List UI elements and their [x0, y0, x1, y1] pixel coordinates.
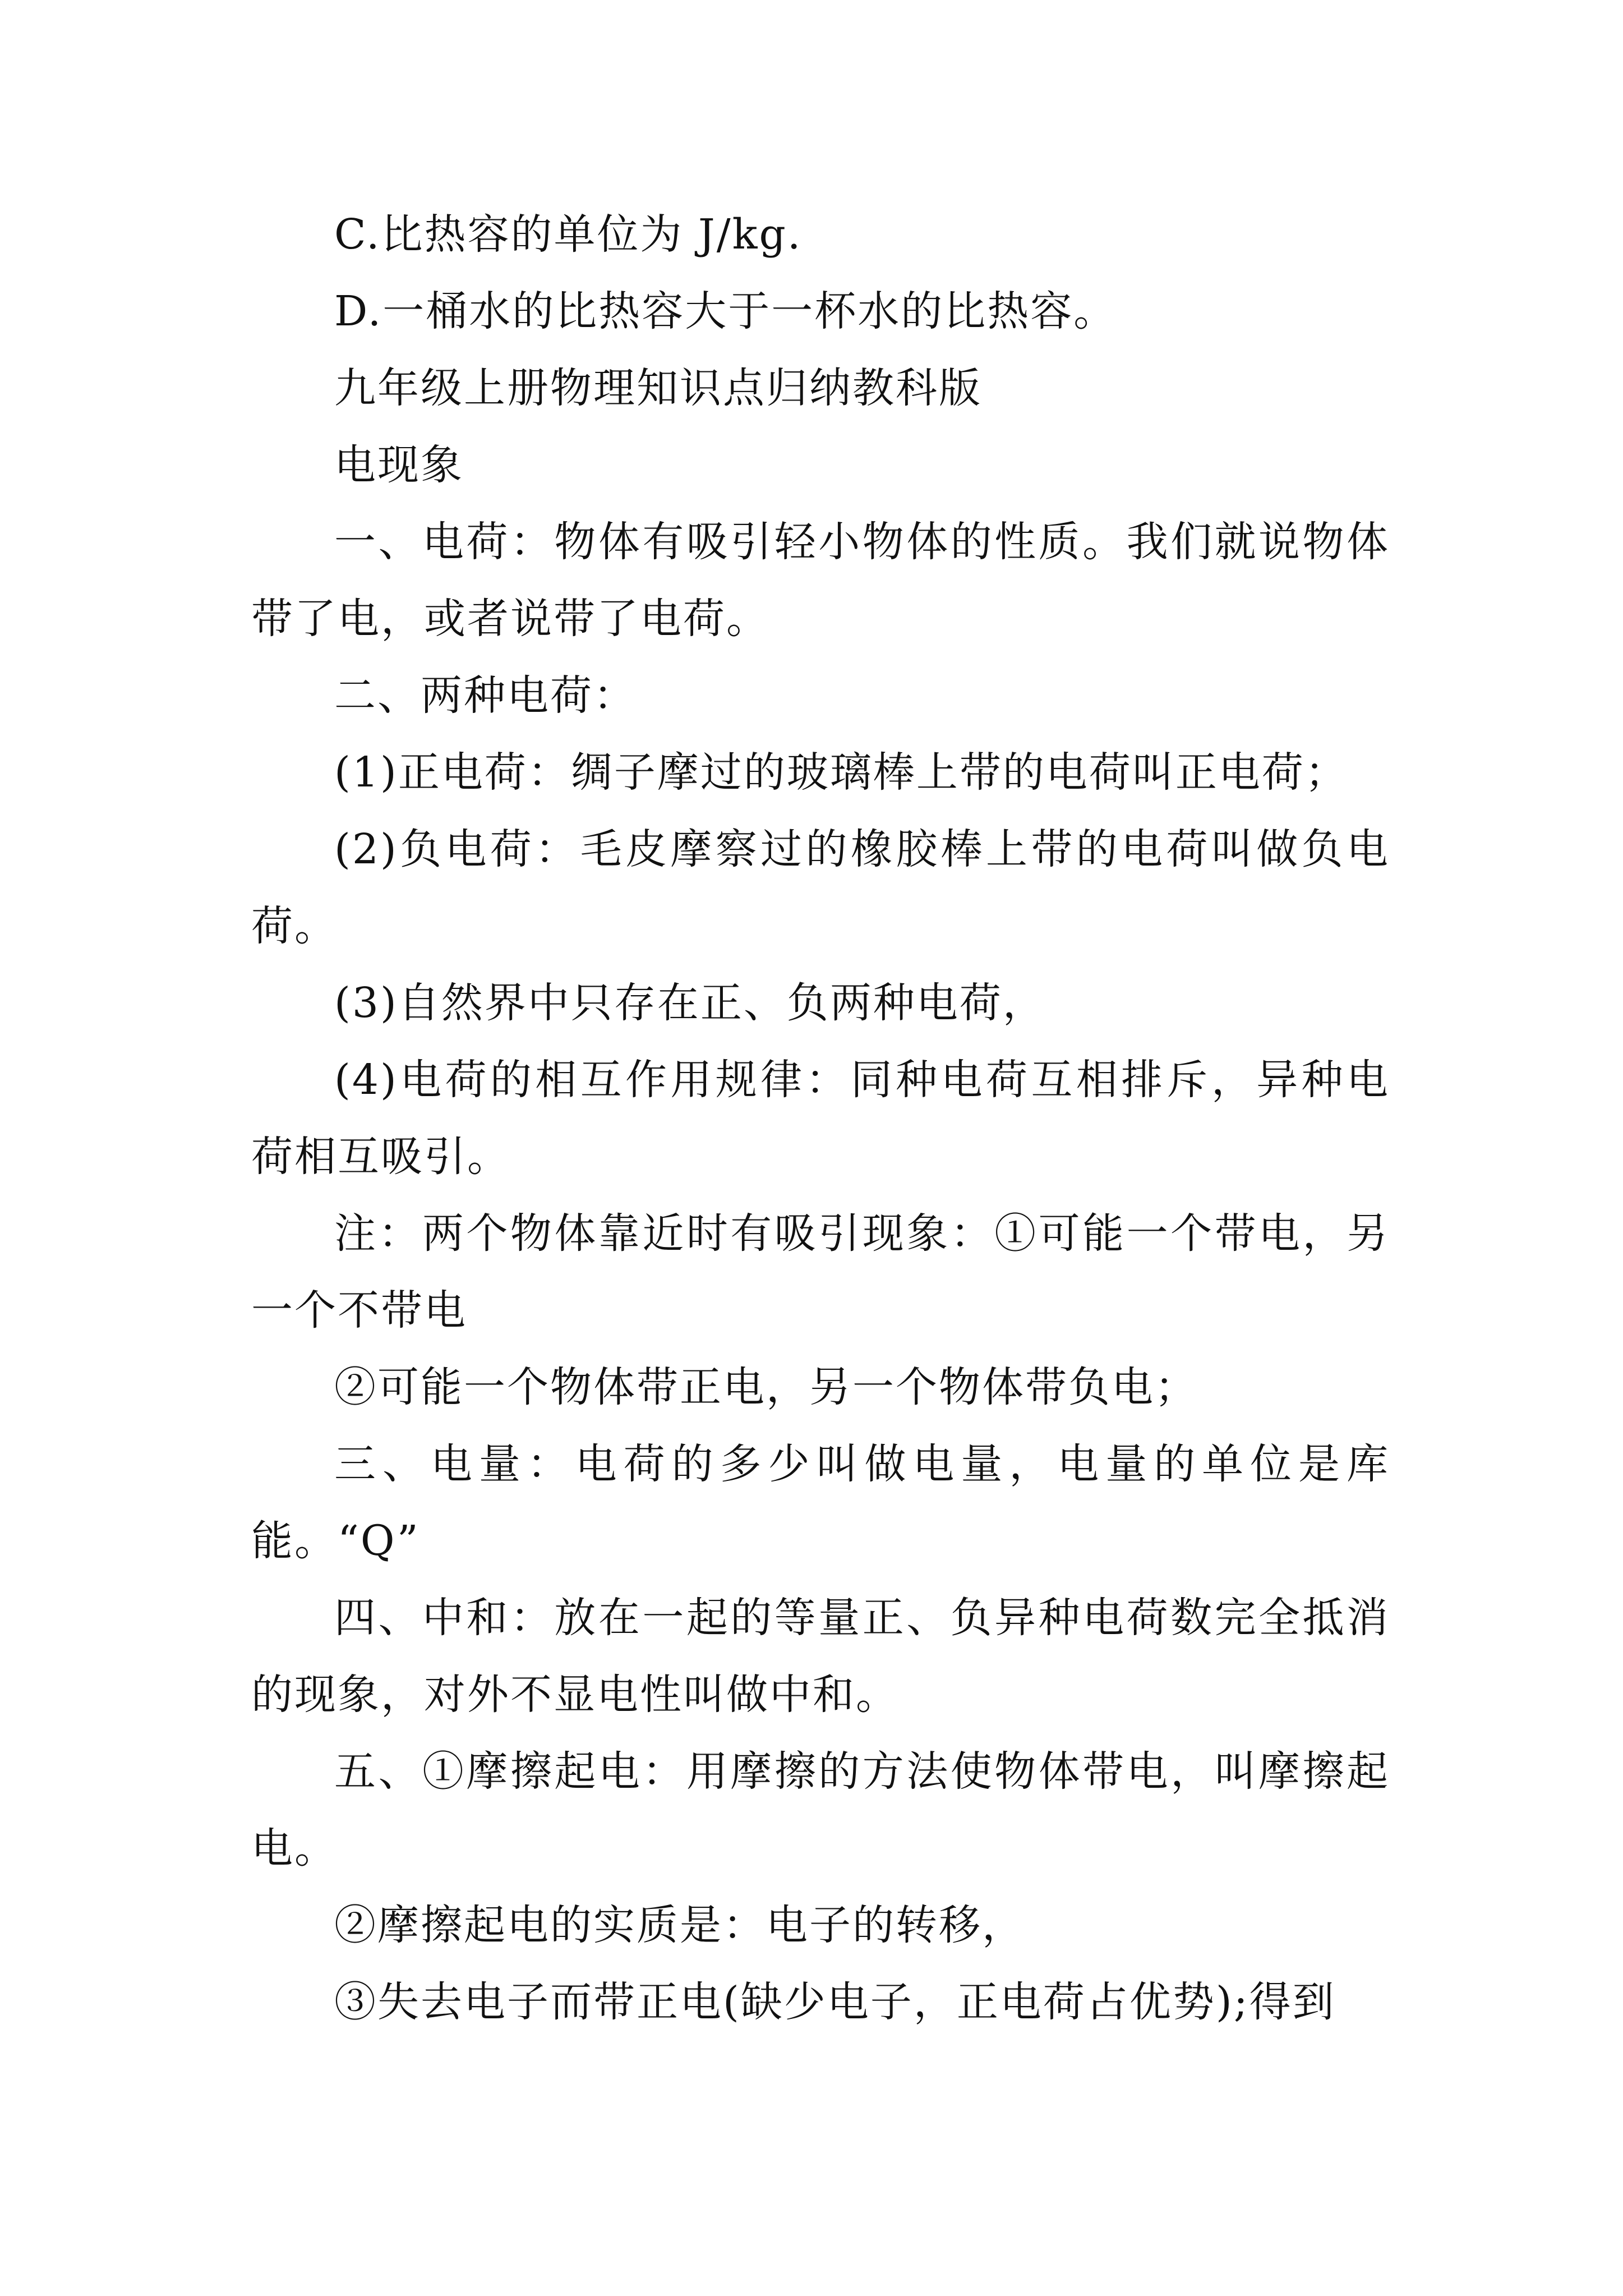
- paragraph: 五、①摩擦起电：用摩擦的方法使物体带电，叫摩擦起电。: [251, 1747, 1390, 1872]
- paragraph: (2)负电荷：毛皮摩察过的橡胶棒上带的电荷叫做负电荷。: [251, 825, 1390, 950]
- paragraph: ②摩擦起电的实质是：电子的转移，: [334, 1901, 1025, 1949]
- subsection-title: 电现象: [334, 441, 464, 489]
- section-title: 九年级上册物理知识点归纳教科版: [334, 364, 982, 412]
- paragraph: 注：两个物体靠近时有吸引现象：①可能一个带电，另一个不带电: [251, 1209, 1390, 1335]
- paragraph: 三、电量：电荷的多少叫做电量，电量的单位是库能。“Q”: [251, 1440, 1390, 1565]
- paragraph: ②可能一个物体带正电，另一个物体带负电；: [334, 1363, 1198, 1411]
- paragraph: D.一桶水的比热容大于一杯水的比热容。: [334, 287, 1117, 335]
- paragraph: ③失去电子而带正电(缺少电子，正电荷占优势);得到: [334, 1978, 1336, 2026]
- paragraph: (4)电荷的相互作用规律：同种电荷互相排斥，异种电荷相互吸引。: [251, 1056, 1390, 1181]
- paragraph: C.比热容的单位为 J/kg.: [334, 210, 803, 259]
- paragraph: 一、电荷：物体有吸引轻小物体的性质。我们就说物体带了电，或者说带了电荷。: [251, 518, 1390, 643]
- document-body: [251, 196, 1390, 2041]
- paragraph: (1)正电荷：绸子摩过的玻璃棒上带的电荷叫正电荷；: [334, 748, 1348, 797]
- paragraph: 四、中和：放在一起的等量正、负异种电荷数完全抵消的现象，对外不显电性叫做中和。: [251, 1594, 1390, 1719]
- paragraph: (3)自然界中只存在正、负两种电荷，: [334, 979, 1046, 1027]
- paragraph: 二、两种电荷：: [334, 671, 637, 720]
